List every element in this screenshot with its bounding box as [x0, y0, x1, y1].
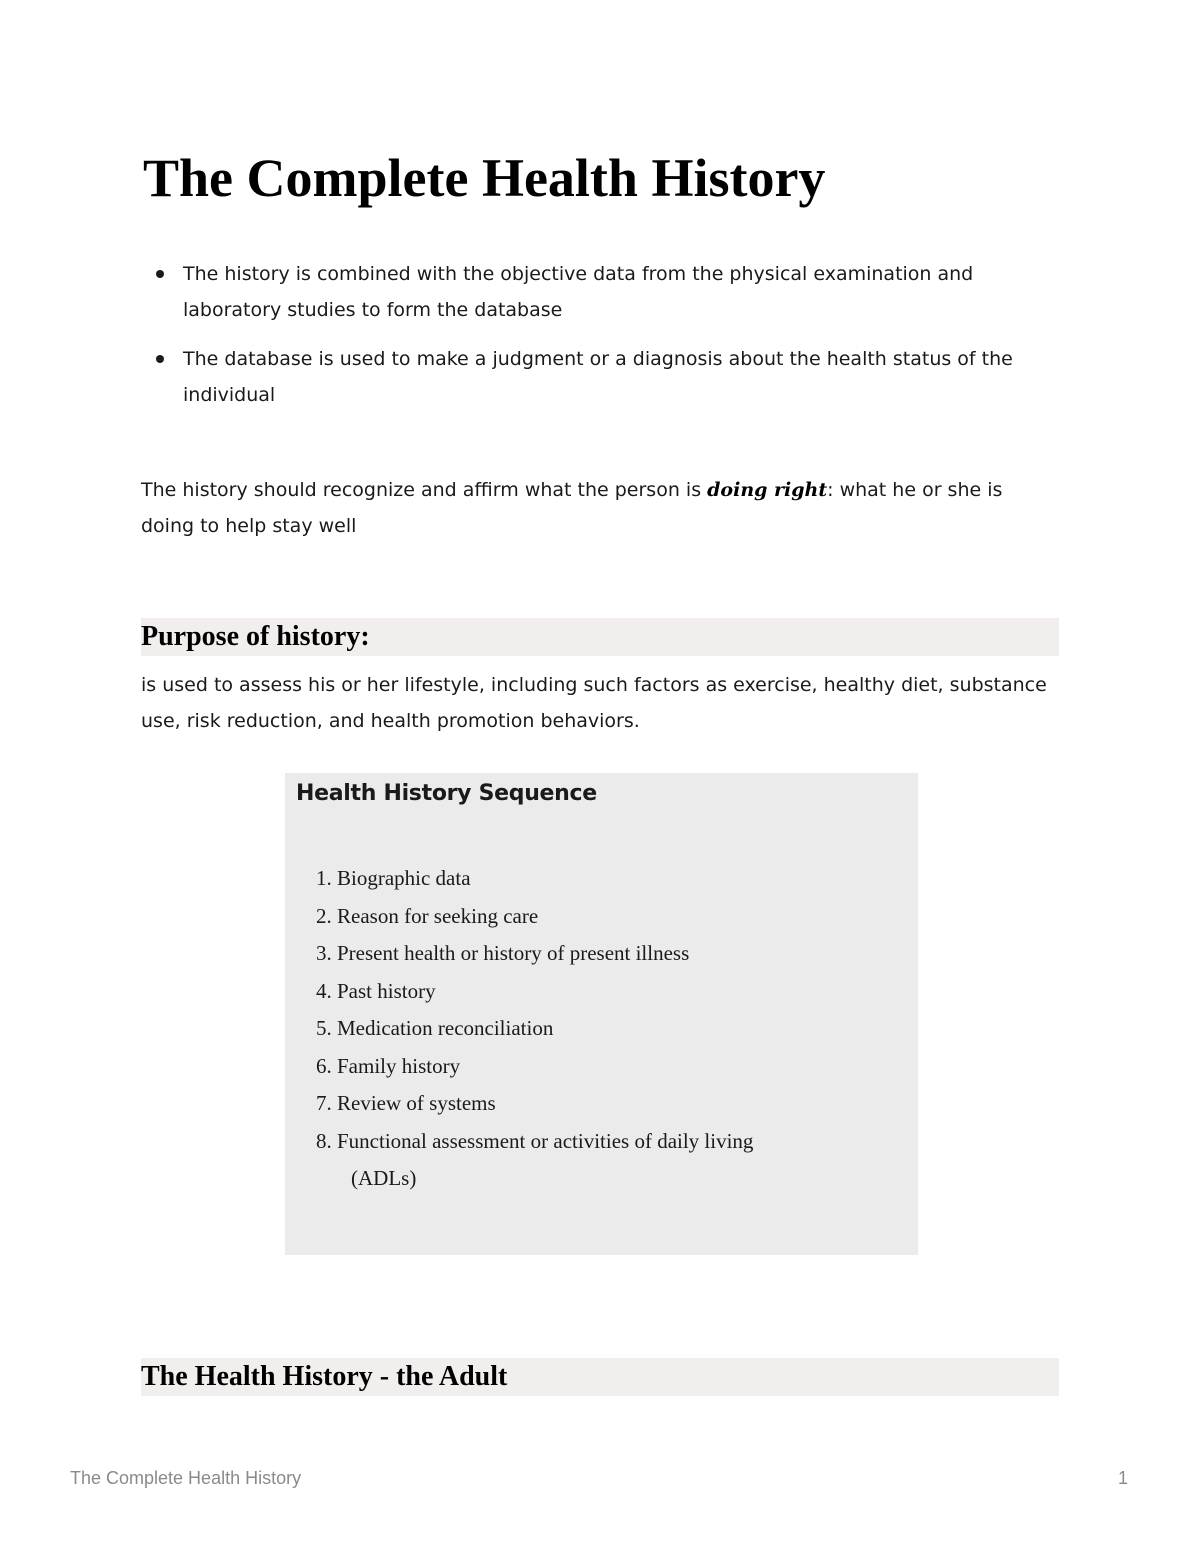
sequence-item-number: 4.: [316, 978, 332, 1003]
sequence-item-text: Family history: [337, 1053, 461, 1078]
purpose-paragraph: is used to assess his or her lifestyle, including such factors as exercise, healthy diet, substance use, risk reduction, and health promotion behaviors.: [141, 674, 1047, 732]
adult-heading: The Health History - the Adult: [141, 1358, 1059, 1396]
sequence-item: [316, 973, 886, 1011]
sequence-item: [316, 935, 886, 973]
intro-bullet-list: [143, 256, 1023, 426]
sequence-item-number: 6.: [316, 1053, 332, 1078]
sequence-item: [316, 860, 886, 898]
page-title: The Complete Health History: [143, 148, 826, 208]
sequence-item-number: 7.: [316, 1091, 332, 1115]
sequence-list: [316, 860, 886, 1198]
sequence-item-number: 1.: [316, 866, 332, 890]
sequence-item-text: Past history: [337, 978, 436, 1003]
bullet-dot-icon: [156, 270, 164, 278]
purpose-heading: Purpose of history:: [141, 618, 1059, 656]
sequence-item: [316, 1048, 886, 1086]
footer-page-number: 1: [1118, 1468, 1129, 1488]
sequence-item-number: 2.: [316, 903, 332, 928]
affirm-text-before: The history should recognize and affirm what the person is: [141, 479, 708, 501]
list-item: [143, 256, 1023, 328]
sequence-item-number: 8.: [316, 1128, 332, 1153]
footer-document-title: The Complete Health History: [70, 1468, 302, 1488]
sequence-title: Health History Sequence: [296, 781, 597, 806]
affirm-text-after: : what he or she is doing to help stay well: [141, 479, 1003, 537]
bullet-dot-icon: [156, 355, 164, 363]
sequence-item: [316, 1085, 886, 1123]
affirm-emphasis: doing right: [707, 479, 828, 501]
bullet-text: The history is combined with the objective data from the physical examination and laboratory studies to form the database: [183, 263, 974, 321]
sequence-item-number: 5.: [316, 1016, 332, 1040]
sequence-item-text: Functional assessment or activities of daily living: [337, 1128, 754, 1153]
sequence-item: [316, 898, 886, 936]
sequence-item-text: Medication reconciliation: [337, 1016, 554, 1040]
sequence-item-text: Present health or history of present illness: [337, 941, 690, 965]
sequence-item-number: 3.: [316, 941, 332, 965]
affirm-paragraph: [141, 472, 1061, 544]
sequence-item: [316, 1010, 886, 1048]
sequence-item: [316, 1123, 886, 1198]
list-item: [143, 341, 1023, 413]
sequence-item-text: Review of systems: [337, 1091, 496, 1115]
bullet-text: The database is used to make a judgment or a diagnosis about the health status of the individual: [183, 348, 1013, 406]
sequence-item-text: Biographic data: [337, 866, 471, 890]
sequence-item-continuation: (ADLs): [351, 1166, 417, 1190]
sequence-item-text: Reason for seeking care: [337, 903, 539, 928]
